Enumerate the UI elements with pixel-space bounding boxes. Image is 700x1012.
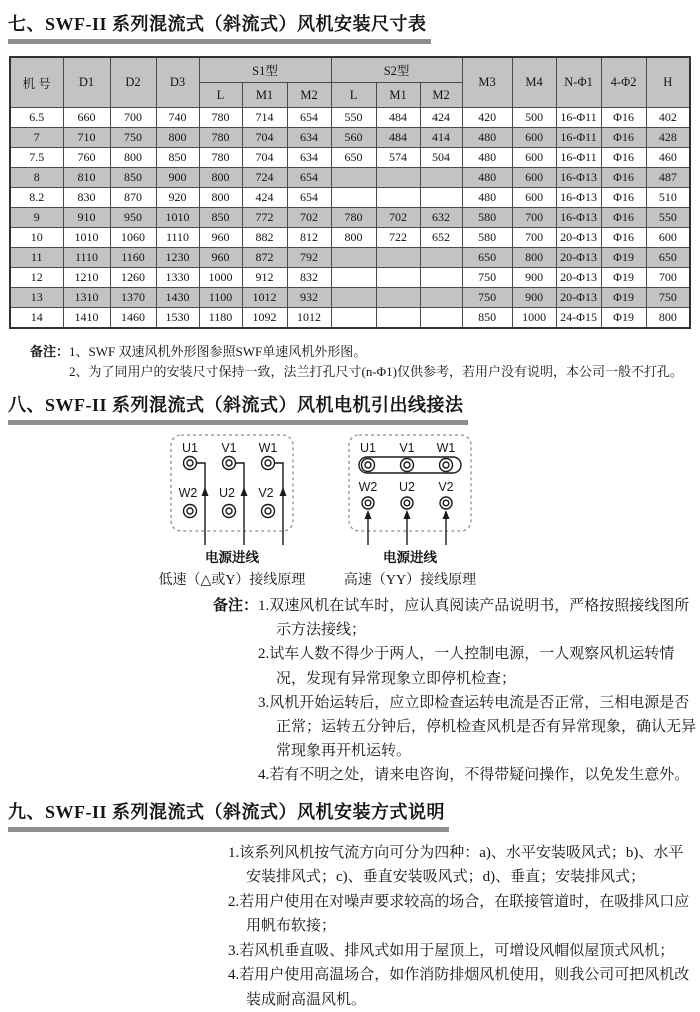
table-cell: 574 bbox=[376, 148, 420, 168]
table-cell: 960 bbox=[199, 228, 242, 248]
table-cell: 760 bbox=[63, 148, 110, 168]
table-cell: 484 bbox=[376, 128, 420, 148]
table-cell: 1430 bbox=[156, 288, 199, 308]
table-cell: 704 bbox=[242, 128, 287, 148]
table-cell: 1180 bbox=[199, 308, 242, 329]
table-cell bbox=[331, 168, 376, 188]
col-group-s2: S2型 bbox=[331, 57, 462, 83]
note-item: 4.若有不明之处，请来电咨询，不得带疑问操作，以免发生意外。 bbox=[258, 767, 690, 784]
note-item: 1.该系列风机按气流方向可分为四种：a)、水平安装吸风式；b)、水平安装排风式；c)、垂直安装吸风式；d)、垂直；安装排风式； bbox=[228, 844, 684, 886]
table-cell: 550 bbox=[331, 108, 376, 128]
table-cell: 8.2 bbox=[10, 188, 63, 208]
table-cell: 600 bbox=[512, 168, 556, 188]
table-cell bbox=[331, 248, 376, 268]
table-cell: 800 bbox=[331, 228, 376, 248]
section8-notes-list bbox=[258, 594, 700, 788]
table-cell: 428 bbox=[646, 128, 690, 148]
section7-notes bbox=[30, 342, 700, 381]
col-jihao: 机 号 bbox=[10, 57, 63, 108]
table-cell: 800 bbox=[199, 168, 242, 188]
terminal-label: W1 bbox=[436, 441, 456, 455]
note-item: 1.双速风机在试车时，应认真阅读产品说明书，严格按照接线图所示方法接线； bbox=[258, 598, 690, 639]
table-cell: 500 bbox=[512, 108, 556, 128]
power-inlet-label: 电源进线 bbox=[205, 550, 259, 565]
table-cell bbox=[420, 188, 462, 208]
table-header bbox=[10, 57, 690, 108]
table-row bbox=[10, 228, 690, 248]
table-cell: 750 bbox=[462, 288, 512, 308]
table-cell: 780 bbox=[331, 208, 376, 228]
note-item: 2.试车人数不得少于两人，一人控制电源，一人观察风机运转情况，发现有异常现象立即停机检查； bbox=[258, 646, 675, 687]
note-item: 3.若风机垂直吸、排风式如用于屋顶上，可增设风帽似屋顶式风机； bbox=[228, 942, 675, 959]
terminal-label: U2 bbox=[219, 486, 235, 500]
table-cell: 20-Φ13 bbox=[556, 268, 601, 288]
table-cell: 850 bbox=[110, 168, 156, 188]
table-cell: Φ16 bbox=[601, 108, 646, 128]
low-speed-wiring-diagram bbox=[147, 433, 317, 589]
table-cell: 487 bbox=[646, 168, 690, 188]
col-nphi1: N-Φ1 bbox=[556, 57, 601, 108]
table-row bbox=[10, 168, 690, 188]
terminal-label: W1 bbox=[258, 441, 278, 455]
table-cell bbox=[376, 268, 420, 288]
table-cell: 16-Φ13 bbox=[556, 208, 601, 228]
table-cell: 714 bbox=[242, 108, 287, 128]
table-cell: 800 bbox=[646, 308, 690, 329]
table-cell: Φ19 bbox=[601, 268, 646, 288]
table-cell: 780 bbox=[199, 128, 242, 148]
table-cell: 702 bbox=[376, 208, 420, 228]
terminal-label: W2 bbox=[178, 486, 198, 500]
table-cell: 16-Φ11 bbox=[556, 148, 601, 168]
table-cell: 780 bbox=[199, 148, 242, 168]
section7-notes-list bbox=[69, 342, 683, 381]
table-cell: 1230 bbox=[156, 248, 199, 268]
table-cell: 420 bbox=[462, 108, 512, 128]
table-cell: 812 bbox=[287, 228, 331, 248]
table-cell: 16-Φ13 bbox=[556, 168, 601, 188]
notes-label: 备注： bbox=[30, 344, 70, 359]
table-cell bbox=[420, 168, 462, 188]
table-cell: 12 bbox=[10, 268, 63, 288]
high-speed-diagram-icon bbox=[335, 433, 485, 545]
table-cell bbox=[376, 248, 420, 268]
table-cell: 504 bbox=[420, 148, 462, 168]
table-cell: 722 bbox=[376, 228, 420, 248]
table-cell: 600 bbox=[512, 188, 556, 208]
table-cell: 870 bbox=[110, 188, 156, 208]
terminal-label: W2 bbox=[358, 480, 378, 494]
section7-title: 七、SWF-II 系列混流式（斜流式）风机安装尺寸表 bbox=[8, 10, 431, 44]
table-cell: 11 bbox=[10, 248, 63, 268]
table-cell: 1370 bbox=[110, 288, 156, 308]
table-cell: 20-Φ13 bbox=[556, 228, 601, 248]
table-cell: 700 bbox=[646, 268, 690, 288]
table-cell: 652 bbox=[420, 228, 462, 248]
col-m4: M4 bbox=[512, 57, 556, 108]
col-s1-l: L bbox=[199, 83, 242, 108]
low-speed-diagram-icon bbox=[157, 433, 307, 545]
table-cell: 1310 bbox=[63, 288, 110, 308]
table-cell: 14 bbox=[10, 308, 63, 329]
section8-notes bbox=[213, 594, 700, 788]
table-cell: 600 bbox=[512, 128, 556, 148]
table-cell: 702 bbox=[287, 208, 331, 228]
table-cell: 654 bbox=[287, 168, 331, 188]
table-cell: 920 bbox=[156, 188, 199, 208]
note-item: 4.若用户使用高温场合，如作消防排烟风机使用，则我公司可把风机改装成耐高温风机。 bbox=[228, 967, 690, 1008]
table-cell: 700 bbox=[110, 108, 156, 128]
table-cell: 650 bbox=[646, 248, 690, 268]
col-s1-m2: M2 bbox=[287, 83, 331, 108]
table-cell: 1092 bbox=[242, 308, 287, 329]
note-item: 3.风机开始运转后，应立即检查运转电流是否正常，三相电源是否正常；运转五分钟后，停机检查风机是否有异常现象，确认无异常现象再开机运转。 bbox=[258, 694, 697, 760]
terminal-label: V2 bbox=[438, 480, 454, 494]
table-cell bbox=[376, 168, 420, 188]
table-cell: 8 bbox=[10, 168, 63, 188]
table-cell bbox=[331, 288, 376, 308]
table-cell: 810 bbox=[63, 168, 110, 188]
section9-title: 九、SWF-II 系列混流式（斜流式）风机安装方式说明 bbox=[8, 798, 449, 832]
col-s2-m2: M2 bbox=[420, 83, 462, 108]
terminal-label: U1 bbox=[182, 441, 198, 455]
table-cell: 1410 bbox=[63, 308, 110, 329]
table-cell: 480 bbox=[462, 128, 512, 148]
table-cell bbox=[376, 308, 420, 329]
table-cell: 724 bbox=[242, 168, 287, 188]
table-cell: 912 bbox=[242, 268, 287, 288]
table-cell: 600 bbox=[512, 148, 556, 168]
table-cell: 10 bbox=[10, 228, 63, 248]
table-cell: 424 bbox=[242, 188, 287, 208]
table-cell: 872 bbox=[242, 248, 287, 268]
table-cell: 480 bbox=[462, 168, 512, 188]
terminal-label: U1 bbox=[360, 441, 376, 455]
table-cell: 20-Φ13 bbox=[556, 248, 601, 268]
diagram-caption: 高速（YY）接线原理 bbox=[343, 573, 477, 588]
diagram-caption: 低速（△或Y）接线原理 bbox=[158, 573, 306, 588]
terminal-label: V1 bbox=[399, 441, 415, 455]
col-d3: D3 bbox=[156, 57, 199, 108]
table-cell: 414 bbox=[420, 128, 462, 148]
table-cell: 932 bbox=[287, 288, 331, 308]
section9-items-list bbox=[228, 841, 690, 1012]
table-cell: 20-Φ13 bbox=[556, 288, 601, 308]
table-cell: 16-Φ11 bbox=[556, 108, 601, 128]
table-cell: 650 bbox=[462, 248, 512, 268]
col-4phi2: 4-Φ2 bbox=[601, 57, 646, 108]
table-cell: 1000 bbox=[512, 308, 556, 329]
table-cell: 900 bbox=[512, 288, 556, 308]
table-cell: 960 bbox=[199, 248, 242, 268]
dimension-table bbox=[9, 56, 691, 329]
table-cell: 800 bbox=[110, 148, 156, 168]
table-cell: 402 bbox=[646, 108, 690, 128]
col-s2-m1: M1 bbox=[376, 83, 420, 108]
table-cell: 654 bbox=[287, 188, 331, 208]
table-cell: 792 bbox=[287, 248, 331, 268]
table-cell: 460 bbox=[646, 148, 690, 168]
table-cell: 550 bbox=[646, 208, 690, 228]
table-row bbox=[10, 148, 690, 168]
table-cell bbox=[420, 268, 462, 288]
table-cell: 634 bbox=[287, 148, 331, 168]
table-row bbox=[10, 108, 690, 128]
table-cell: 7.5 bbox=[10, 148, 63, 168]
table-cell: 16-Φ11 bbox=[556, 128, 601, 148]
table-cell: 1010 bbox=[63, 228, 110, 248]
table-cell: Φ16 bbox=[601, 148, 646, 168]
table-cell bbox=[331, 188, 376, 208]
table-cell: Φ16 bbox=[601, 188, 646, 208]
table-cell: 634 bbox=[287, 128, 331, 148]
table-cell: 16-Φ13 bbox=[556, 188, 601, 208]
table-row bbox=[10, 288, 690, 308]
table-cell: 780 bbox=[199, 108, 242, 128]
table-cell: 424 bbox=[420, 108, 462, 128]
table-cell: Φ19 bbox=[601, 248, 646, 268]
table-cell: 882 bbox=[242, 228, 287, 248]
table-cell bbox=[376, 288, 420, 308]
table-cell: 632 bbox=[420, 208, 462, 228]
table-cell: 650 bbox=[331, 148, 376, 168]
table-cell: 24-Φ15 bbox=[556, 308, 601, 329]
table-cell: 480 bbox=[462, 148, 512, 168]
table-cell: 950 bbox=[110, 208, 156, 228]
terminal-label: V1 bbox=[221, 441, 237, 455]
table-cell: 850 bbox=[462, 308, 512, 329]
col-h: H bbox=[646, 57, 690, 108]
table-cell: 13 bbox=[10, 288, 63, 308]
note-item: 1、SWF 双速风机外形图参照SWF单速风机外形图。 bbox=[69, 344, 367, 359]
col-group-s1: S1型 bbox=[199, 57, 331, 83]
table-cell: 832 bbox=[287, 268, 331, 288]
table-cell: 910 bbox=[63, 208, 110, 228]
table-cell: 1110 bbox=[63, 248, 110, 268]
table-cell: Φ19 bbox=[601, 308, 646, 329]
table-row bbox=[10, 208, 690, 228]
table-cell: Φ16 bbox=[601, 208, 646, 228]
section8-title: 八、SWF-II 系列混流式（斜流式）风机电机引出线接法 bbox=[8, 391, 468, 425]
power-inlet-label: 电源进线 bbox=[383, 550, 437, 565]
table-cell: Φ16 bbox=[601, 168, 646, 188]
note-item: 2.若用户使用在对噪声要求较高的场合，在联接管道时，在吸排风口应用帆布软接； bbox=[228, 893, 690, 935]
wiring-diagrams bbox=[147, 433, 700, 589]
table-cell: Φ19 bbox=[601, 288, 646, 308]
table-cell: 800 bbox=[156, 128, 199, 148]
table-row bbox=[10, 248, 690, 268]
table-cell: 710 bbox=[63, 128, 110, 148]
table-cell: 1100 bbox=[199, 288, 242, 308]
table-cell: 580 bbox=[462, 208, 512, 228]
table-cell: 1530 bbox=[156, 308, 199, 329]
table-cell bbox=[420, 288, 462, 308]
table-cell: 510 bbox=[646, 188, 690, 208]
table-cell: 484 bbox=[376, 108, 420, 128]
table-cell: 830 bbox=[63, 188, 110, 208]
table-cell: 700 bbox=[512, 228, 556, 248]
col-s1-m1: M1 bbox=[242, 83, 287, 108]
table-cell: 1012 bbox=[287, 308, 331, 329]
table-cell: 654 bbox=[287, 108, 331, 128]
table-cell bbox=[376, 188, 420, 208]
table-cell: 7 bbox=[10, 128, 63, 148]
col-s2-l: L bbox=[331, 83, 376, 108]
terminal-label: U2 bbox=[399, 480, 415, 494]
table-row bbox=[10, 188, 690, 208]
table-row bbox=[10, 268, 690, 288]
table-cell: 580 bbox=[462, 228, 512, 248]
col-d1: D1 bbox=[63, 57, 110, 108]
table-cell: 1210 bbox=[63, 268, 110, 288]
section9-items bbox=[228, 841, 700, 1012]
table-cell: 9 bbox=[10, 208, 63, 228]
table-cell: 1000 bbox=[199, 268, 242, 288]
table-cell bbox=[420, 248, 462, 268]
table-cell: 6.5 bbox=[10, 108, 63, 128]
high-speed-wiring-diagram bbox=[325, 433, 495, 589]
table-cell: 750 bbox=[110, 128, 156, 148]
table-cell: 1330 bbox=[156, 268, 199, 288]
table-cell: 740 bbox=[156, 108, 199, 128]
table-cell: 800 bbox=[199, 188, 242, 208]
table-cell: 900 bbox=[512, 268, 556, 288]
table-cell: 480 bbox=[462, 188, 512, 208]
table-cell: 850 bbox=[199, 208, 242, 228]
notes-label: 备注： bbox=[213, 598, 259, 614]
table-row bbox=[10, 128, 690, 148]
table-cell: 772 bbox=[242, 208, 287, 228]
table-cell bbox=[331, 268, 376, 288]
table-cell: Φ16 bbox=[601, 228, 646, 248]
table-cell: 1260 bbox=[110, 268, 156, 288]
table-cell: 1160 bbox=[110, 248, 156, 268]
col-m3: M3 bbox=[462, 57, 512, 108]
table-cell: 1460 bbox=[110, 308, 156, 329]
table-cell: 600 bbox=[646, 228, 690, 248]
table-cell bbox=[420, 308, 462, 329]
table-cell: 700 bbox=[512, 208, 556, 228]
table-row bbox=[10, 308, 690, 329]
col-d2: D2 bbox=[110, 57, 156, 108]
table-cell: 1010 bbox=[156, 208, 199, 228]
terminal-label: V2 bbox=[258, 486, 274, 500]
table-cell: 1012 bbox=[242, 288, 287, 308]
table-cell: 850 bbox=[156, 148, 199, 168]
table-cell: 900 bbox=[156, 168, 199, 188]
table-cell: 560 bbox=[331, 128, 376, 148]
table-cell: 750 bbox=[462, 268, 512, 288]
table-cell: Φ16 bbox=[601, 128, 646, 148]
table-cell: 750 bbox=[646, 288, 690, 308]
table-cell bbox=[331, 308, 376, 329]
table-cell: 660 bbox=[63, 108, 110, 128]
table-cell: 704 bbox=[242, 148, 287, 168]
table-cell: 1110 bbox=[156, 228, 199, 248]
table-cell: 1060 bbox=[110, 228, 156, 248]
note-item: 2、为了同用户的安装尺寸保持一致，法兰打孔尺寸(n-Φ1)仅供参考，若用户没有说明，本公司一般不打孔。 bbox=[69, 363, 684, 379]
table-cell: 800 bbox=[512, 248, 556, 268]
dimension-table-body bbox=[10, 108, 690, 329]
